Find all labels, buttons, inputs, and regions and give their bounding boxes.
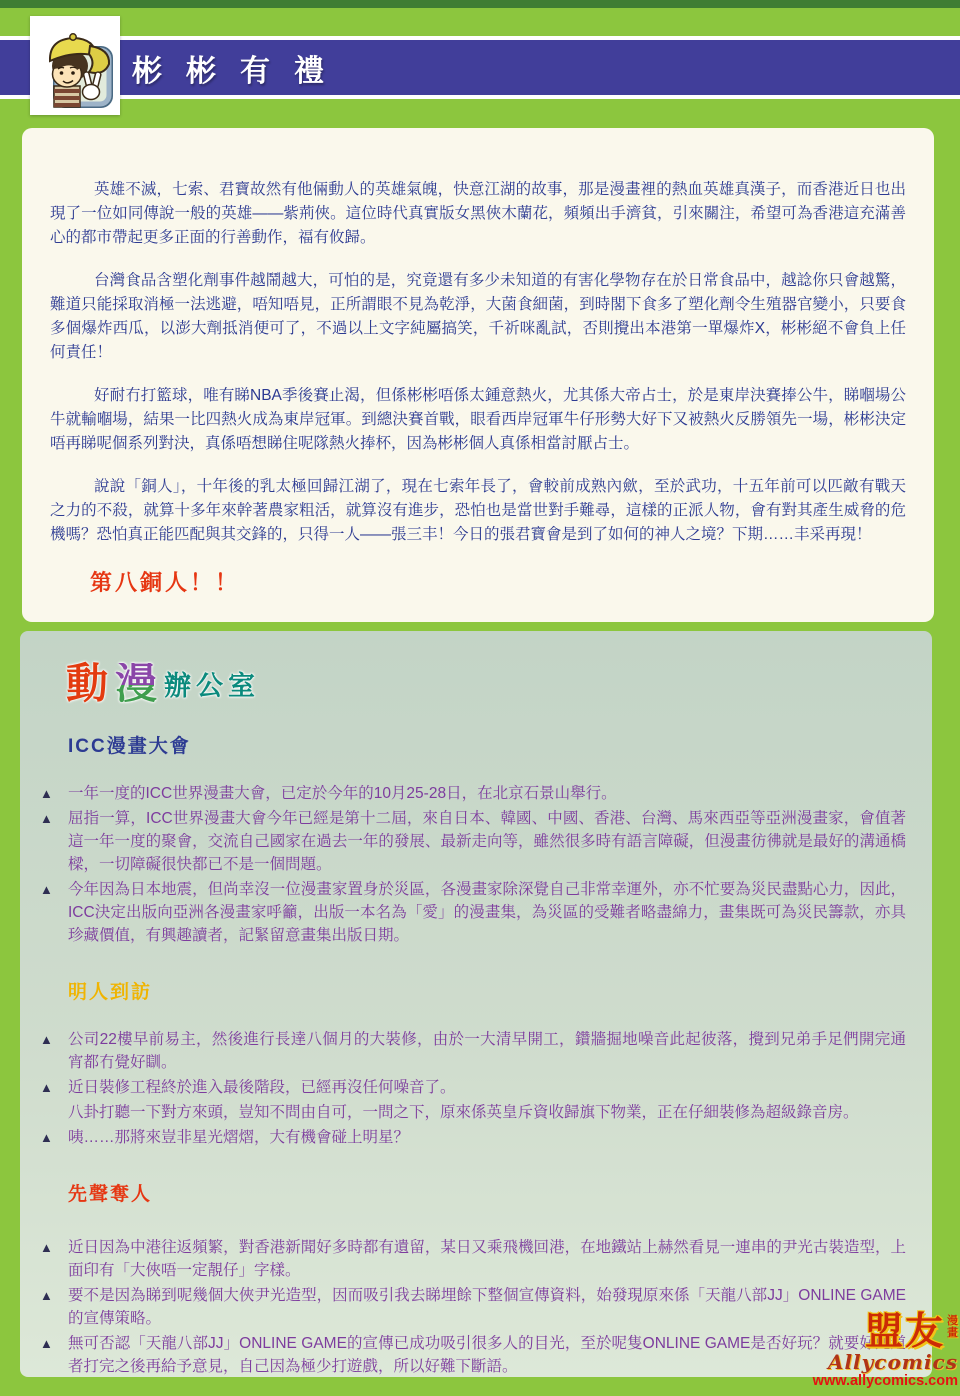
paragraph: 好耐冇打籃球，唯有睇NBA季後賽止渴，但係彬彬唔係太鍾意熱火，尤其係大帝占士，於是東岸決賽捧公牛，睇嗰場公牛就輸嗰場，結果一比四熱火成為東岸冠軍。到總決賽首戰，眼看西岸冠軍牛仔形勢大好下又被熱火反勝領先一場，彬彬決定唔再睇呢個系列對決，真係唔想睇住呢隊熱火捧杯，因為彬彬個人真係相當討厭占士。 <box>50 387 906 452</box>
section-title: ICC漫畫大會 <box>68 736 191 757</box>
page-title: 彬彬有禮 <box>132 54 348 88</box>
bullet-text: 無可否認「天龍八部JJ」ONLINE GAME的宣傳已成功吸引很多人的目光，至於呢隻ONLINE GAME是否好玩？就要好此道者打完之後再給予意見，自己因為極少打遊戲，所以好難下斷語。 <box>68 1335 906 1375</box>
paragraph: 說說「銅人」，十年後的乳太極回歸江湖了，現在七索年長了，會較前成熟內歛，至於武功，十五年前可以匹敵有戰天之力的不殺，就算十多年來幹著農家粗活，就算沒有進步，恐怕也是當世對手難尋，這樣的正派人物，會有對其產生威脅的危機嗎？恐怕真正能匹配與其交鋒的，只得一人——張三丰！今日的張君寶會是到了如何的神人之境？下期……丰采再現！ <box>50 478 906 543</box>
watermark-script: Allycomics <box>827 1350 958 1375</box>
bullet-item <box>40 1284 906 1330</box>
bullet-item <box>40 1126 906 1149</box>
triangle-bullet-icon <box>40 1101 68 1124</box>
mascot-badge <box>30 16 120 115</box>
bullet-text: 今年因為日本地震，但尚幸沒一位漫畫家置身於災區，各漫畫家除深覺自己非常幸運外，亦不忙要為災民盡點心力，因此，ICC決定出版向亞洲各漫畫家呼籲，出版一本名為「愛」的漫畫集，為災區的受難者略盡綿力，畫集既可為災民籌款，亦具珍藏價值，有興趣讀者，記緊留意畫集出版日期。 <box>68 881 906 944</box>
bullet-item <box>40 1076 906 1099</box>
editorial-paragraphs <box>50 178 906 547</box>
top-green-strip <box>0 0 960 8</box>
editorial-heading: 第八銅人！！ <box>90 570 241 595</box>
triangle-bullet-icon: ▲ <box>40 1080 53 1095</box>
editorial-panel <box>22 128 934 622</box>
triangle-bullet-icon: ▲ <box>40 786 53 801</box>
bullet-text: 近日裝修工程終於進入最後階段，已經再沒任何噪音了。 <box>68 1079 456 1096</box>
logo-char-man: 漫 <box>115 660 158 707</box>
logo-suffix: 辦公室 <box>164 671 261 701</box>
paragraph: 英雄不滅，七索、君寶故然有他倆動人的英雄氣魄，快意江湖的故事，那是漫畫裡的熱血英雄真漢子，而香港近日也出現了一位如同傳說一般的英雄——紫荊俠。這位時代真實版女黑俠木蘭花，頻頻出手濟貧，引來關注，希望可為香港這充滿善心的都市帶起更多正面的行善動作，福有攸歸。 <box>50 181 906 246</box>
header-band <box>0 36 960 99</box>
bullet-text: 咦……那將來豈非星光熠熠，大有機會碰上明星？ <box>68 1129 410 1146</box>
triangle-bullet-icon: ▲ <box>40 1130 53 1145</box>
triangle-bullet-icon: ▲ <box>40 882 53 897</box>
bullet-item <box>40 807 906 876</box>
bullet-text: 公司22樓早前易主，然後進行長達八個月的大裝修，由於一大清早開工，鑽牆掘地噪音此起彼落，攪到兄弟手足們開完通宵都冇覺好瞓。 <box>68 1031 906 1071</box>
bullet-item <box>40 1236 906 1282</box>
bullet-text: 屈指一算，ICC世界漫畫大會今年已經是第十二屆，來自日本、韓國、中國、香港、台灣、馬來西亞等亞洲漫畫家，會值著這一年一度的聚會，交流自己國家在過去一年的發展、最新走向等，雖然很多時有語言障礙，但漫畫彷彿就是最好的溝通橋樑，一切障礙很快都已不是一個問題。 <box>68 810 906 873</box>
bullet-item <box>40 1101 906 1124</box>
watermark-brand: 盟友 <box>864 1310 945 1353</box>
bullet-item <box>40 1028 906 1074</box>
bullet-text: 八卦打聽一下對方來頭，豈知不問由自可，一問之下，原來係英皇斥資收歸旗下物業，正在仔細裝修為超級錄音房。 <box>68 1104 859 1121</box>
news-panel <box>20 631 932 1377</box>
watermark-url: www.allycomics.com <box>812 1373 958 1390</box>
section-title: 先聲奪人 <box>68 1184 153 1205</box>
boy-cap-peace-sign-icon <box>30 16 120 115</box>
logo-char-dong: 動 <box>66 660 109 707</box>
column-logo <box>66 660 906 707</box>
section-title: 明人到訪 <box>68 982 153 1003</box>
bullet-item <box>40 1332 906 1378</box>
bullet-text: 一年一度的ICC世界漫畫大會，已定於今年的10月25-28日，在北京石景山舉行。 <box>68 785 617 802</box>
triangle-bullet-icon: ▲ <box>40 1336 53 1351</box>
triangle-bullet-icon: ▲ <box>40 1240 53 1255</box>
bullet-text: 要不是因為睇到呢幾個大俠尹光造型，因而吸引我去睇埋餘下整個宣傳資料，始發現原來係「天龍八部JJ」ONLINE GAME的宣傳策略。 <box>68 1287 906 1327</box>
bullet-item <box>40 782 906 805</box>
triangle-bullet-icon: ▲ <box>40 811 53 826</box>
news-sections <box>40 731 906 1378</box>
bullet-item <box>40 878 906 947</box>
paragraph: 台灣食品含塑化劑事件越鬧越大，可怕的是，究竟還有多少未知道的有害化學物存在於日常食品中，越諗你只會越驚，難道只能採取消極一法逃避，唔知唔見，正所謂眼不見為乾淨，大菌食細菌，到時閣下食多了塑化劑令生殖器官變小，只要食多個爆炸西瓜，以澎大劑抵消便可了，不過以上文字純屬搞笑，千祈咪亂試，否則攪出本港第一單爆炸X，彬彬絕不會負上任何責任！ <box>50 272 906 361</box>
triangle-bullet-icon: ▲ <box>40 1032 53 1047</box>
watermark-seal: 漫 畫 <box>947 1314 958 1339</box>
watermark <box>812 1310 958 1390</box>
bullet-text: 近日因為中港往返頻繁，對香港新聞好多時都有遺留，某日又乘飛機回港，在地鐵站上赫然看見一連串的尹光古裝造型，上面印有「大俠唔一定靚仔」字樣。 <box>68 1239 906 1279</box>
triangle-bullet-icon: ▲ <box>40 1288 53 1303</box>
